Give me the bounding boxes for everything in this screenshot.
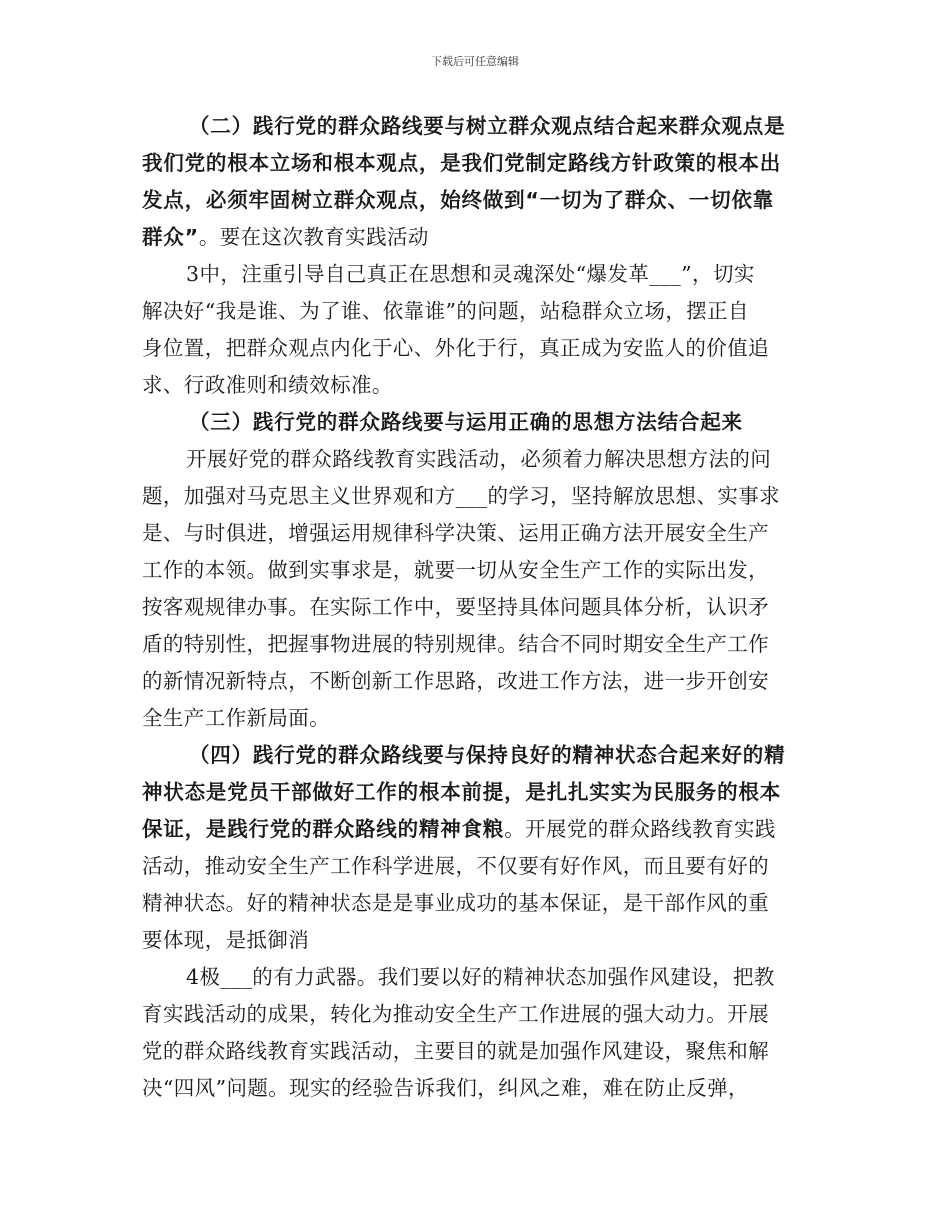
- text-line: [142, 552, 810, 589]
- text-line: [142, 626, 810, 663]
- bold-text: （四）践行党的群众路线要与保持良好的精神状态合起来好的精: [189, 743, 786, 767]
- body-text: 按客观规律办事。在实际工作中，要坚持具体问题具体分析，认识矛: [142, 595, 769, 619]
- text-line: [142, 478, 810, 515]
- text-line: [142, 700, 810, 737]
- text-line: [142, 996, 810, 1033]
- text-line: [142, 1033, 810, 1070]
- document-body: [142, 108, 810, 1107]
- bold-text: （二）践行党的群众路线要与树立群众观点结合起来群众观点是: [189, 114, 786, 138]
- body-text: 工作的本领。做到实事求是，就要一切从安全生产工作的实际出发，: [142, 558, 769, 582]
- body-text: 是、与时俱进，增强运用规律科学决策、运用正确方法开展安全生产: [142, 521, 769, 545]
- body-text: 题，加强对马克思主义世界观和方___的学习，坚持解放思想、实事求: [142, 484, 781, 508]
- text-line: [142, 367, 810, 404]
- body-text: 身位置，把群众观点内化于心、外化于行，真正成为安监人的价值追: [142, 336, 769, 360]
- text-line: [142, 811, 810, 848]
- text-line: [142, 404, 810, 441]
- text-line: [142, 330, 810, 367]
- text-line: [142, 145, 810, 182]
- body-text: 的新情况新特点，不断创新工作思路，改进工作方法，进一步开创安: [142, 669, 769, 693]
- text-line: [142, 885, 810, 922]
- page-header: 下载后可任意编辑: [431, 55, 519, 68]
- text-line: [142, 848, 810, 885]
- body-text: 。要在这次教育实践活动: [198, 225, 429, 249]
- body-text: 党的群众路线教育实践活动，主要目的就是加强作风建设，聚焦和解: [142, 1039, 769, 1063]
- body-text: 求、行政准则和绩效标准。: [142, 373, 393, 397]
- text-line: [142, 737, 810, 774]
- body-text: 活动，推动安全生产工作科学进展，不仅要有好作风，而且要有好的: [142, 854, 769, 878]
- bold-text: 群众”: [142, 225, 199, 249]
- text-line: [142, 219, 810, 256]
- body-text: 4极___的有力武器。我们要以好的精神状态加强作风建设，把教: [186, 965, 775, 989]
- text-line: [142, 922, 810, 959]
- body-text: 。开展党的群众路线教育实践: [504, 817, 776, 841]
- body-text: 育实践活动的成果，转化为推动安全生产工作进展的强大动力。开展: [142, 1002, 769, 1026]
- bold-text: 神状态是党员干部做好工作的根本前提，是扎扎实实为民服务的根本: [142, 780, 781, 804]
- bold-text: 我们党的根本立场和根本观点，是我们党制定路线方针政策的根本出: [142, 151, 781, 175]
- body-text: 要体现，是抵御消: [142, 928, 310, 952]
- body-text: 全生产工作新局面。: [142, 706, 331, 730]
- text-line: [142, 256, 810, 293]
- text-line: [142, 959, 810, 996]
- body-text: 解决好“我是谁、为了谁、依靠谁”的问题，站稳群众立场，摆正自: [142, 299, 749, 323]
- text-line: [142, 441, 810, 478]
- text-line: [142, 589, 810, 626]
- text-line: [142, 293, 810, 330]
- body-text: 开展好党的群众路线教育实践活动，必须着力解决思想方法的问: [186, 447, 772, 471]
- text-line: [142, 774, 810, 811]
- text-line: [142, 182, 810, 219]
- body-text: 决“四风”问题。现实的经验告诉我们，纠风之难，难在防止反弹，: [142, 1076, 749, 1100]
- bold-text: 发点，必须牢固树立群众观点，始终做到“一切为了群众、一切依靠: [142, 188, 774, 212]
- body-text: 盾的特别性，把握事物进展的特别规律。结合不同时期安全生产工作: [142, 632, 769, 656]
- text-line: [142, 1070, 810, 1107]
- text-line: [142, 108, 810, 145]
- body-text: 3中，注重引导自己真正在思想和灵魂深处“爆发革___”，切实: [186, 262, 755, 286]
- text-line: [142, 663, 810, 700]
- bold-text: 保证，是践行党的群众路线的精神食粮: [142, 817, 505, 841]
- bold-text: （三）践行党的群众路线要与运用正确的思想方法结合起来: [189, 410, 743, 434]
- text-line: [142, 515, 810, 552]
- body-text: 精神状态。好的精神状态是是事业成功的基本保证，是干部作风的重: [142, 891, 769, 915]
